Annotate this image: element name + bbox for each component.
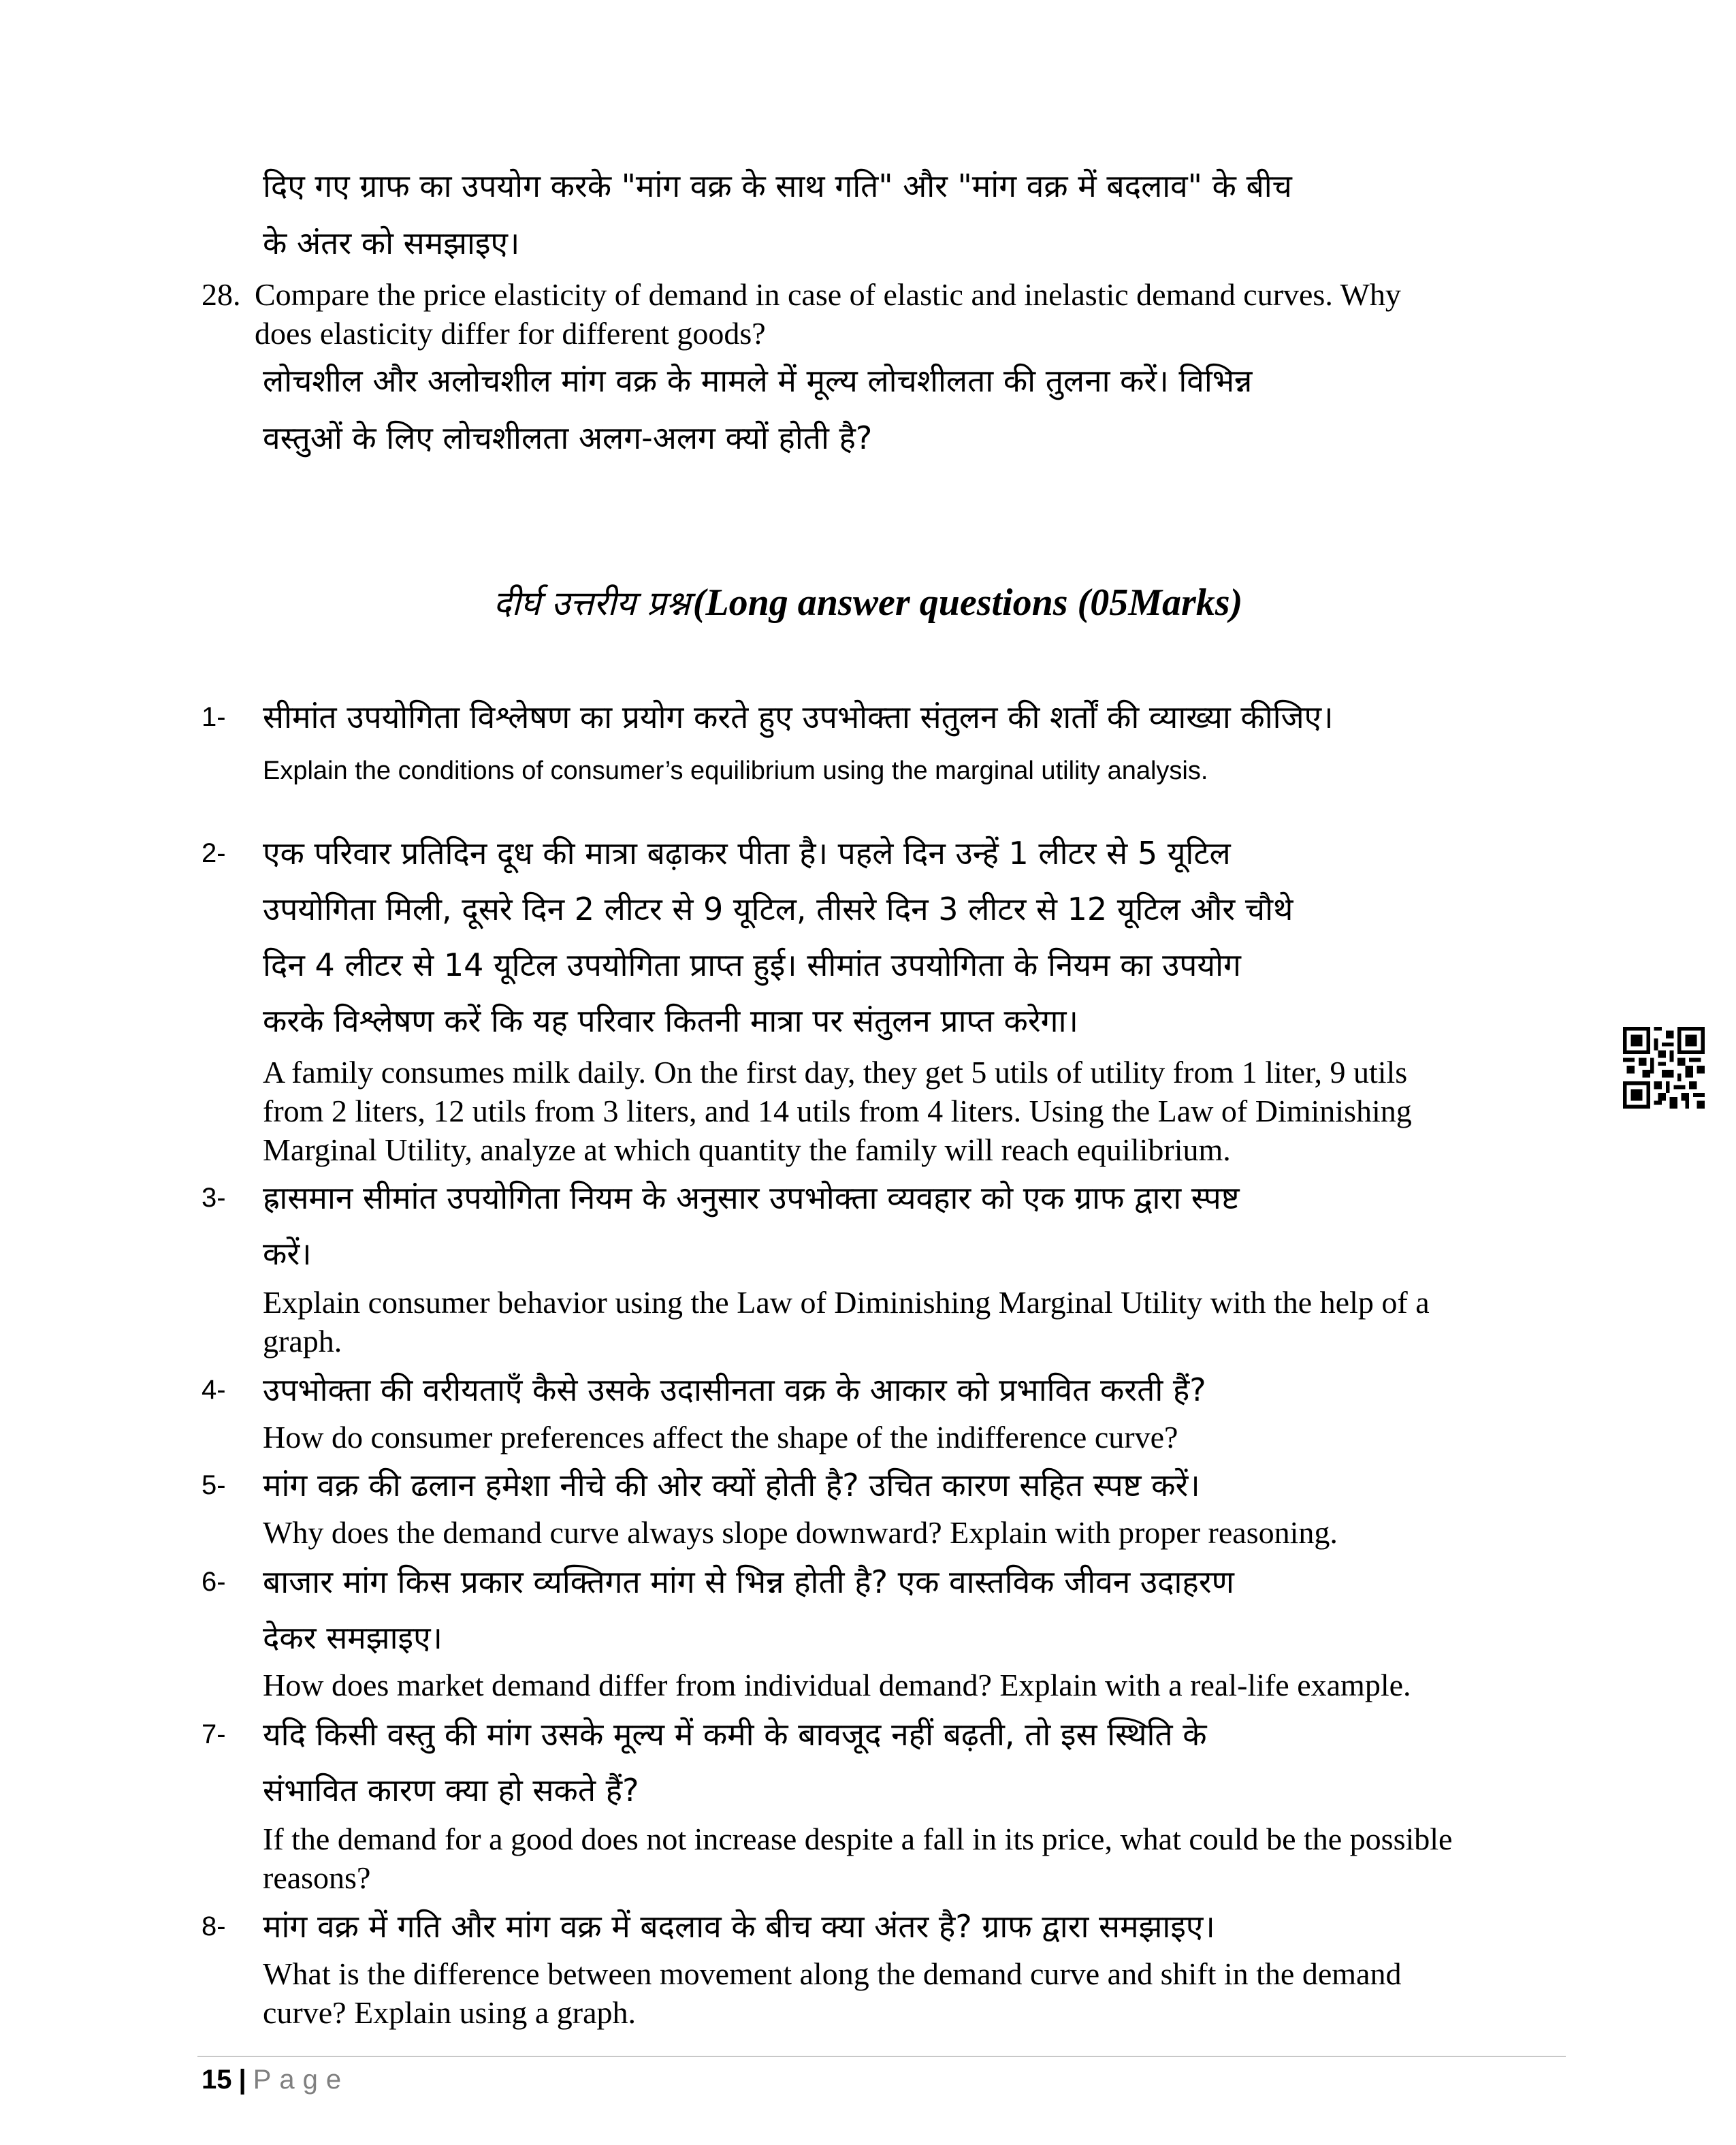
question-hindi-line: उपभोक्ता की वरीयताएँ कैसे उसके उदासीनता वक्र के आकार को प्रभावित करती हैं?: [263, 1371, 1206, 1408]
question-hindi-line: उपयोगिता मिली, दूसरे दिन 2 लीटर से 9 यूटिल, तीसरे दिन 3 लीटर से 12 यूटिल और चौथे: [263, 891, 1293, 927]
section-heading-english: (Long answer questions (05Marks): [692, 582, 1243, 624]
question-number: 6-: [202, 1567, 226, 1597]
page-label: Page: [253, 2065, 350, 2095]
question-english-line: How do consumer preferences affect the shape of the indifference curve?: [263, 1420, 1178, 1455]
question-number: 5-: [202, 1470, 226, 1500]
page-footer: [202, 2062, 349, 2097]
question-hindi-line: दिन 4 लीटर से 14 यूटिल उपयोगिता प्राप्त हुई। सीमांत उपयोगिता के नियम का उपयोग: [263, 947, 1241, 983]
question-number: 1-: [202, 702, 226, 732]
question-hindi-line: बाजार मांग किस प्रकार व्यक्तिगत मांग से भिन्न होती है? एक वास्तविक जीवन उदाहरण: [263, 1563, 1234, 1600]
question-english-line: What is the difference between movement along the demand curve and shift in the demand: [263, 1956, 1402, 1991]
q28-hindi-line-1: लोचशील और अलोचशील मांग वक्र के मामले में मूल्य लोचशीलता की तुलना करें। विभिन्न: [263, 362, 1253, 399]
q28-hindi-line-2: वस्तुओं के लिए लोचशीलता अलग-अलग क्यों होती है?: [263, 419, 873, 456]
question-english-line: graph.: [263, 1324, 342, 1358]
footer-separator: |: [238, 2065, 246, 2095]
question-english-line: Explain the conditions of consumer’s equilibrium using the marginal utility analysis.: [263, 757, 1208, 785]
question-hindi-line: मांग वक्र की ढलान हमेशा नीचे की ओर क्यों होती है? उचित कारण सहित स्पष्ट करें।: [263, 1467, 1200, 1504]
page-number: 15: [202, 2065, 232, 2095]
section-heading-hindi: दीर्घ उत्तरीय प्रश्न: [493, 584, 690, 623]
question-number: 8-: [202, 1911, 226, 1941]
question-hindi-line: करें।: [263, 1235, 312, 1272]
question-english-line: Marginal Utility, analyze at which quantity the family will reach equilibrium.: [263, 1132, 1231, 1167]
section-heading: [0, 579, 1736, 625]
question-english-line: reasons?: [263, 1860, 371, 1895]
question-english-line: How does market demand differ from individual demand? Explain with a real-life example.: [263, 1668, 1411, 1702]
qr-code-icon: [1623, 1027, 1705, 1109]
footer-divider: [197, 2056, 1566, 2057]
q27-hindi-line-2: के अंतर को समझाइए।: [263, 225, 520, 261]
question-hindi-line: एक परिवार प्रतिदिन दूध की मात्रा बढ़ाकर पीता है। पहले दिन उन्हें 1 लीटर से 5 यूटिल: [263, 835, 1231, 872]
question-english-line: curve? Explain using a graph.: [263, 1995, 636, 2030]
question-english-line: Why does the demand curve always slope downward? Explain with proper reasoning.: [263, 1515, 1338, 1550]
question-number: 7-: [202, 1719, 226, 1749]
question-hindi-line: ह्रासमान सीमांत उपयोगिता नियम के अनुसार उपभोक्ता व्यवहार को एक ग्राफ द्वारा स्पष्ट: [263, 1179, 1240, 1216]
q28-english-line-1: Compare the price elasticity of demand in case of elastic and inelastic demand curves. Why: [255, 277, 1401, 312]
question-hindi-line: सीमांत उपयोगिता विश्लेषण का प्रयोग करते हुए उपभोक्ता संतुलन की शर्तों की व्याख्या कीजिए।: [263, 699, 1334, 735]
question-hindi-line: मांग वक्र में गति और मांग वक्र में बदलाव के बीच क्या अंतर है? ग्राफ द्वारा समझाइए।: [263, 1908, 1215, 1945]
question-english-line: If the demand for a good does not increase despite a fall in its price, what could be the possible: [263, 1822, 1453, 1856]
question-hindi-line: यदि किसी वस्तु की मांग उसके मूल्य में कमी के बावजूद नहीं बढ़ती, तो इस स्थिति के: [263, 1716, 1207, 1753]
question-english-line: A family consumes milk daily. On the first day, they get 5 utils of utility from 1 liter, 9 utils: [263, 1055, 1408, 1090]
question-number: 4-: [202, 1375, 226, 1405]
question-hindi-line: संभावित कारण क्या हो सकते हैं?: [263, 1772, 639, 1809]
question-hindi-line: देकर समझाइए।: [263, 1619, 443, 1656]
question-number: 2-: [202, 838, 226, 868]
question-number: 3-: [202, 1183, 226, 1213]
q28-english-line-2: does elasticity differ for different goods?: [255, 316, 766, 351]
q28-number: 28.: [202, 277, 241, 312]
question-hindi-line: करके विश्लेषण करें कि यह परिवार कितनी मात्रा पर संतुलन प्राप्त करेगा।: [263, 1002, 1078, 1039]
question-english-line: from 2 liters, 12 utils from 3 liters, and 14 utils from 4 liters. Using the Law of Diminishing: [263, 1094, 1412, 1128]
q27-hindi-line-1: दिए गए ग्राफ का उपयोग करके "मांग वक्र के साथ गति" और "मांग वक्र में बदलाव" के बीच: [263, 168, 1292, 204]
question-english-line: Explain consumer behavior using the Law of Diminishing Marginal Utility with the help of a: [263, 1285, 1430, 1320]
